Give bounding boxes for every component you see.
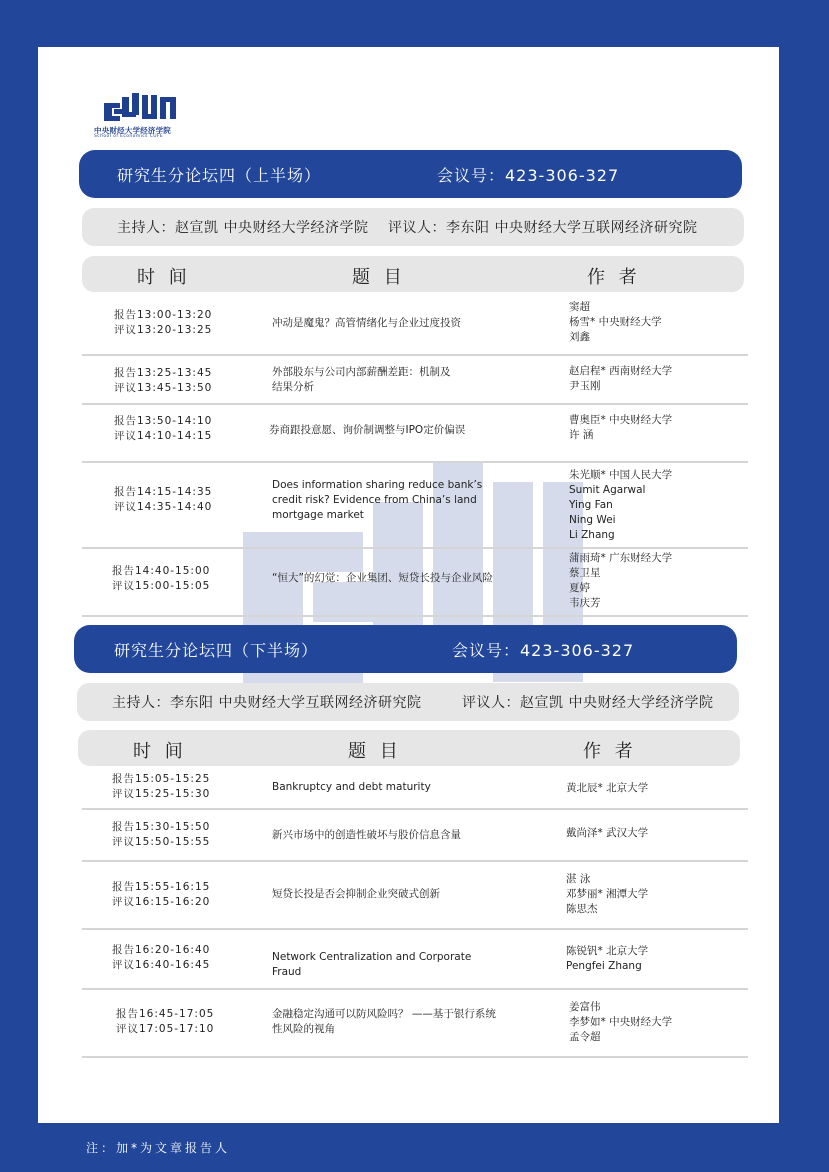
author: 湛 泳 xyxy=(566,873,591,885)
session2-bar xyxy=(74,625,737,673)
review-time: 评议13:20-13:25 xyxy=(114,324,213,336)
author: 陈思杰 xyxy=(566,903,598,915)
session2-title: 研究生分论坛四（下半场） xyxy=(114,640,319,660)
author: 陈锐钒* 北京大学 xyxy=(566,945,649,957)
author: Ning Wei xyxy=(569,514,616,526)
author: Sumit Agarwal xyxy=(569,484,646,496)
table-row xyxy=(82,810,748,862)
review-time: 评议16:15-16:20 xyxy=(112,896,211,908)
author: 姜富伟 xyxy=(569,1001,601,1013)
report-time: 报告13:50-14:10 xyxy=(114,415,213,427)
session2-table-header xyxy=(78,730,740,766)
session1-host: 主持人：赵宣凯 中央财经大学经济学院 xyxy=(117,220,369,236)
session1-table-header xyxy=(82,256,744,292)
topic: Does information sharing reduce bank’s credit risk? Evidence from China’s land mortgage market xyxy=(272,479,483,521)
review-time: 评议15:50-15:55 xyxy=(112,836,211,848)
author: 蔡卫星 xyxy=(569,567,601,579)
topic: “恒大”的幻觉：企业集团、短贷长投与企业风险 xyxy=(272,572,493,584)
session1-reviewer: 评议人：李东阳 中央财经大学互联网经济研究院 xyxy=(388,220,698,236)
author: 黄北辰* 北京大学 xyxy=(566,782,649,794)
topic: 冲动是魔鬼？高管情绪化与企业过度投资 xyxy=(272,317,461,329)
header-time: 时 间 xyxy=(137,267,191,288)
author: 夏婷 xyxy=(569,582,590,594)
topic: 新兴市场中的创造性破坏与股价信息含量 xyxy=(272,829,461,841)
topic: Bankruptcy and debt maturity xyxy=(272,781,431,793)
author: 孟令超 xyxy=(569,1031,601,1043)
header-topic: 题 目 xyxy=(348,741,402,762)
session1-host-bar xyxy=(82,208,744,246)
topic: Network Centralization and Corporate Fraud xyxy=(272,951,472,978)
table-row xyxy=(82,356,748,405)
author: Ying Fan xyxy=(569,499,613,511)
author: 赵启程* 西南财经大学 xyxy=(569,365,673,377)
author: 许 涵 xyxy=(569,429,594,441)
review-time: 评议13:45-13:50 xyxy=(114,382,213,394)
table-row xyxy=(82,930,748,990)
footnote: 注：加*为文章报告人 xyxy=(86,1141,231,1155)
session2-host: 主持人：李东阳 中央财经大学互联网经济研究院 xyxy=(112,695,422,711)
author: 韦庆芳 xyxy=(569,597,601,609)
session2-host-bar xyxy=(77,683,739,721)
report-time: 报告14:40-15:00 xyxy=(112,565,211,577)
table-row xyxy=(82,292,748,356)
logo-school-name: 中央财经大学经济学院 xyxy=(94,126,171,135)
review-time: 评议17:05-17:10 xyxy=(116,1023,215,1035)
author: 曹奥臣* 中央财经大学 xyxy=(569,414,673,426)
review-time: 评议15:00-15:05 xyxy=(112,580,211,592)
header-topic: 题 目 xyxy=(352,267,406,288)
review-time: 评议15:25-15:30 xyxy=(112,788,211,800)
author: 杨雪* 中央财经大学 xyxy=(569,316,662,328)
table-row xyxy=(82,549,748,617)
header-author: 作 者 xyxy=(587,267,641,288)
report-time: 报告16:45-17:05 xyxy=(116,1008,215,1020)
topic: 券商跟投意愿、询价制调整与IPO定价偏误 xyxy=(269,424,466,436)
header-author: 作 者 xyxy=(583,741,637,762)
topic: 短贷长投是否会抑制企业突破式创新 xyxy=(272,888,440,900)
header-time: 时 间 xyxy=(133,741,187,762)
author: Li Zhang xyxy=(569,529,615,541)
author: 邓梦丽* 湘潭大学 xyxy=(566,888,649,900)
table-row xyxy=(82,463,748,549)
review-time: 评议16:40-16:45 xyxy=(112,959,211,971)
topic: 外部股东与公司内部薪酬差距：机制及结果分析 xyxy=(272,366,451,393)
session2-reviewer: 评议人：赵宣凯 中央财经大学经济学院 xyxy=(462,695,714,711)
author: 窦超 xyxy=(569,301,590,313)
table-row xyxy=(82,990,748,1058)
author: 刘鑫 xyxy=(569,331,590,343)
report-time: 报告16:20-16:40 xyxy=(112,944,211,956)
report-time: 报告15:30-15:50 xyxy=(112,821,211,833)
table-row xyxy=(82,405,748,463)
session1-bar xyxy=(79,150,742,198)
report-time: 报告14:15-14:35 xyxy=(114,486,213,498)
review-time: 评议14:10-14:15 xyxy=(114,430,213,442)
table-row xyxy=(82,862,748,930)
report-time: 报告13:00-13:20 xyxy=(114,309,213,321)
program-page xyxy=(38,47,779,1123)
table-row xyxy=(82,768,748,810)
report-time: 报告13:25-13:45 xyxy=(114,367,213,379)
topic: 金融稳定沟通可以防风险吗？ ——基于银行系统性风险的视角 xyxy=(272,1008,496,1035)
author: 蒲雨琦* 广东财经大学 xyxy=(569,552,673,564)
report-time: 报告15:05-15:25 xyxy=(112,773,211,785)
author: 朱光顺* 中国人民大学 xyxy=(569,469,673,481)
author: Pengfei Zhang xyxy=(566,960,642,972)
author: 李梦如* 中央财经大学 xyxy=(569,1016,673,1028)
session2-meeting-id: 会议号：423-306-327 xyxy=(452,640,635,660)
author: 尹玉刚 xyxy=(569,380,601,392)
logo-school-english: School of Economics CUFE xyxy=(94,134,164,139)
report-time: 报告15:55-16:15 xyxy=(112,881,211,893)
review-time: 评议14:35-14:40 xyxy=(114,501,213,513)
author: 戴尚泽* 武汉大学 xyxy=(566,827,649,839)
session1-title: 研究生分论坛四（上半场） xyxy=(117,165,322,185)
session1-meeting-id: 会议号：423-306-327 xyxy=(437,165,620,185)
